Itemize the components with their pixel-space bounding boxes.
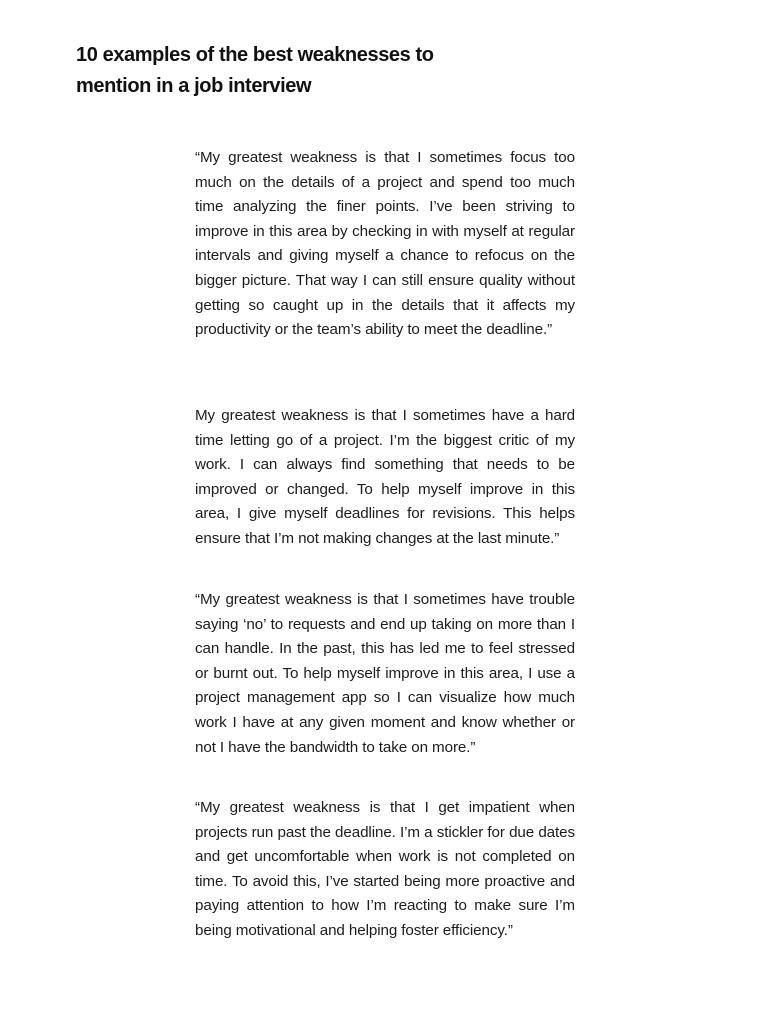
weakness-example-paragraph: “My greatest weakness is that I sometimes have trouble saying ‘no’ to requests and end up taking on more than I can handle. In the past, this has led me to feel stressed or burnt out. To help myself improve in this area, I use a project management app so I can visualize how much work I have at any given moment and know whether or not I have the bandwidth to take on more.” (195, 591, 575, 756)
weakness-example-paragraph: My greatest weakness is that I sometimes have a hard time letting go of a project. I’m the biggest critic of my work. I can always find something that needs to be improved or changed. To help myself improve in this area, I give myself deadlines for revisions. This helps ensure that I’m not making changes at the last minute.” (195, 407, 575, 547)
weakness-example-paragraph: “My greatest weakness is that I sometimes focus too much on the details of a project and spend too much time analyzing the finer points. I’ve been striving to improve in this area by checking in with myself at regular intervals and giving myself a chance to refocus on the bigger picture. That way I can still ensure quality without getting so caught up in the details that it affects my productivity or the team’s ability to meet the deadline.” (195, 149, 575, 339)
weakness-example-paragraph: “My greatest weakness is that I get impatient when projects run past the deadline. I’m a stickler for due dates and get uncomfortable when work is not completed on time. To avoid this, I’ve started being more proactive and paying attention to how I’m reacting to make sure I’m being motivational and helping foster efficiency.” (195, 799, 575, 939)
document-title: 10 examples of the best weaknesses to mention in a job interview (76, 44, 434, 97)
